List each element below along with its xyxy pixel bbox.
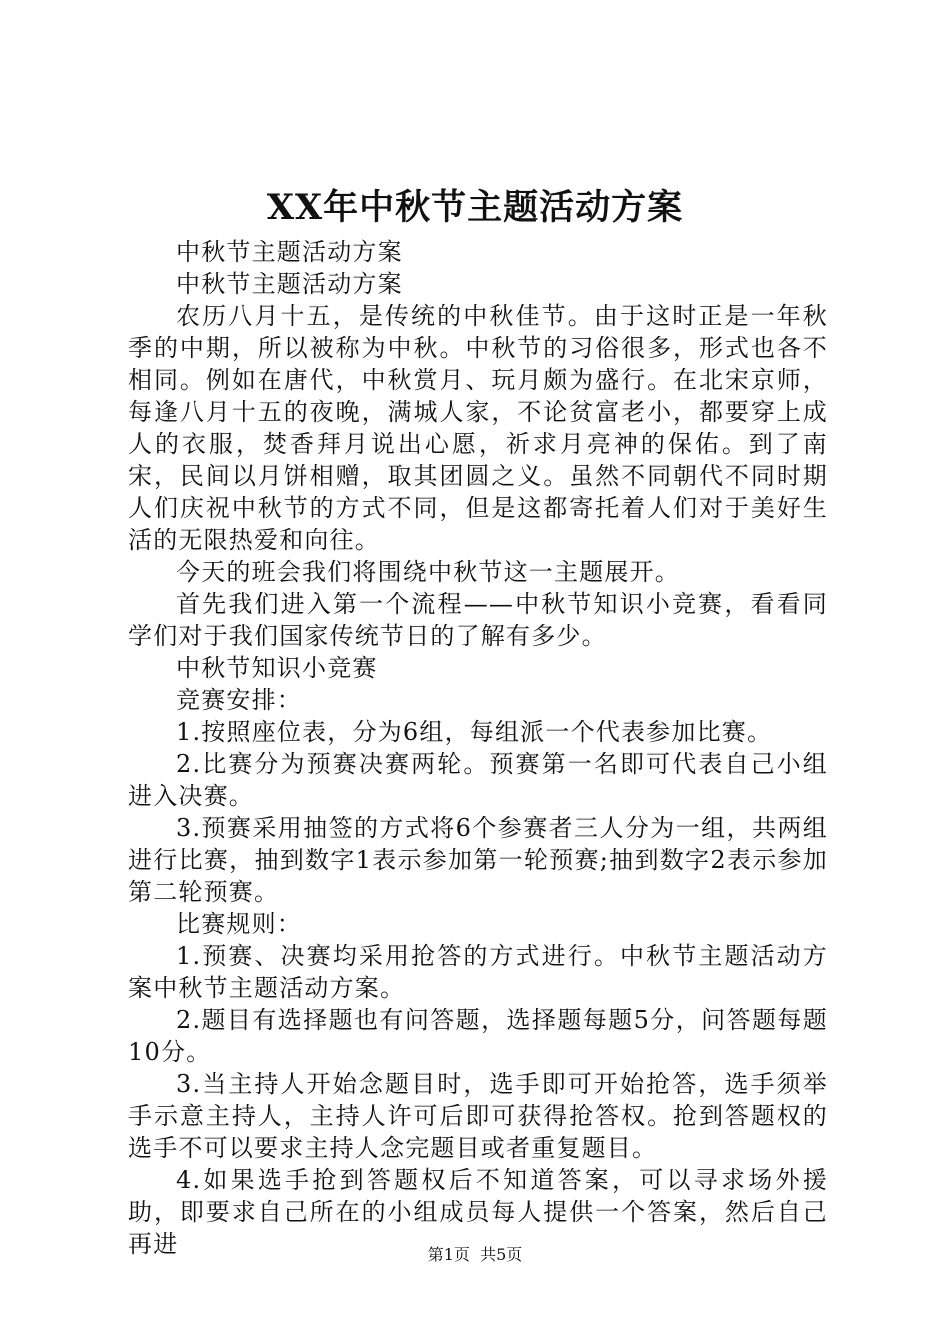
paragraph: 比赛规则： bbox=[176, 910, 302, 938]
paragraph: 3.当主持人开始念题目时，选手即可开始抢答，选手须举手示意主持人，主持人许可后即可获得抢答权。抢到答题权的选手不可以要求主持人念完题目或者重复题目。 bbox=[128, 1070, 828, 1162]
document-title: XX年中秋节主题活动方案 bbox=[266, 187, 684, 228]
paragraph: 中秋节知识小竞赛 bbox=[176, 654, 378, 682]
paragraph: 中秋节主题活动方案 bbox=[176, 238, 403, 266]
document-body bbox=[128, 236, 828, 1260]
paragraph: 1.按照座位表，分为6组，每组派一个代表参加比赛。 bbox=[176, 718, 773, 746]
paragraph: 竞赛安排： bbox=[176, 686, 302, 714]
paragraph: 4.如果选手抢到答题权后不知道答案，可以寻求场外援助，即要求自己所在的小组成员每人提供一个答案，然后自己再进 bbox=[128, 1166, 828, 1258]
paragraph: 1.预赛、决赛均采用抢答的方式进行。中秋节主题活动方案中秋节主题活动方案。 bbox=[128, 942, 828, 1002]
paragraph: 今天的班会我们将围绕中秋节这一主题展开。 bbox=[176, 558, 680, 586]
page-number: 第1页 bbox=[427, 1245, 470, 1264]
paragraph: 农历八月十五，是传统的中秋佳节。由于这时正是一年秋季的中期，所以被称为中秋。中秋节的习俗很多，形式也各不相同。例如在唐代，中秋赏月、玩月颇为盛行。在北宋京师，每逢八月十五的夜晚，满城人家，不论贫富老小，都要穿上成人的衣服，焚香拜月说出心愿，祈求月亮神的保佑。到了南宋，民间以月饼相赠，取其团圆之义。虽然不同朝代不同时期人们庆祝中秋节的方式不同，但是这都寄托着人们对于美好生活的无限热爱和向往。 bbox=[128, 302, 828, 554]
page-footer bbox=[0, 1244, 950, 1266]
paragraph: 首先我们进入第一个流程——中秋节知识小竞赛，看看同学们对于我们国家传统节日的了解有多少。 bbox=[128, 590, 828, 650]
paragraph: 中秋节主题活动方案 bbox=[176, 270, 403, 298]
paragraph: 3.预赛采用抽签的方式将6个参赛者三人分为一组，共两组进行比赛，抽到数字1表示参加第一轮预赛;抽到数字2表示参加第二轮预赛。 bbox=[128, 814, 828, 906]
paragraph: 2.比赛分为预赛决赛两轮。预赛第一名即可代表自己小组进入决赛。 bbox=[128, 750, 828, 810]
paragraph: 2.题目有选择题也有问答题，选择题每题5分，问答题每题10分。 bbox=[128, 1006, 828, 1066]
page-total: 共5页 bbox=[480, 1245, 523, 1264]
